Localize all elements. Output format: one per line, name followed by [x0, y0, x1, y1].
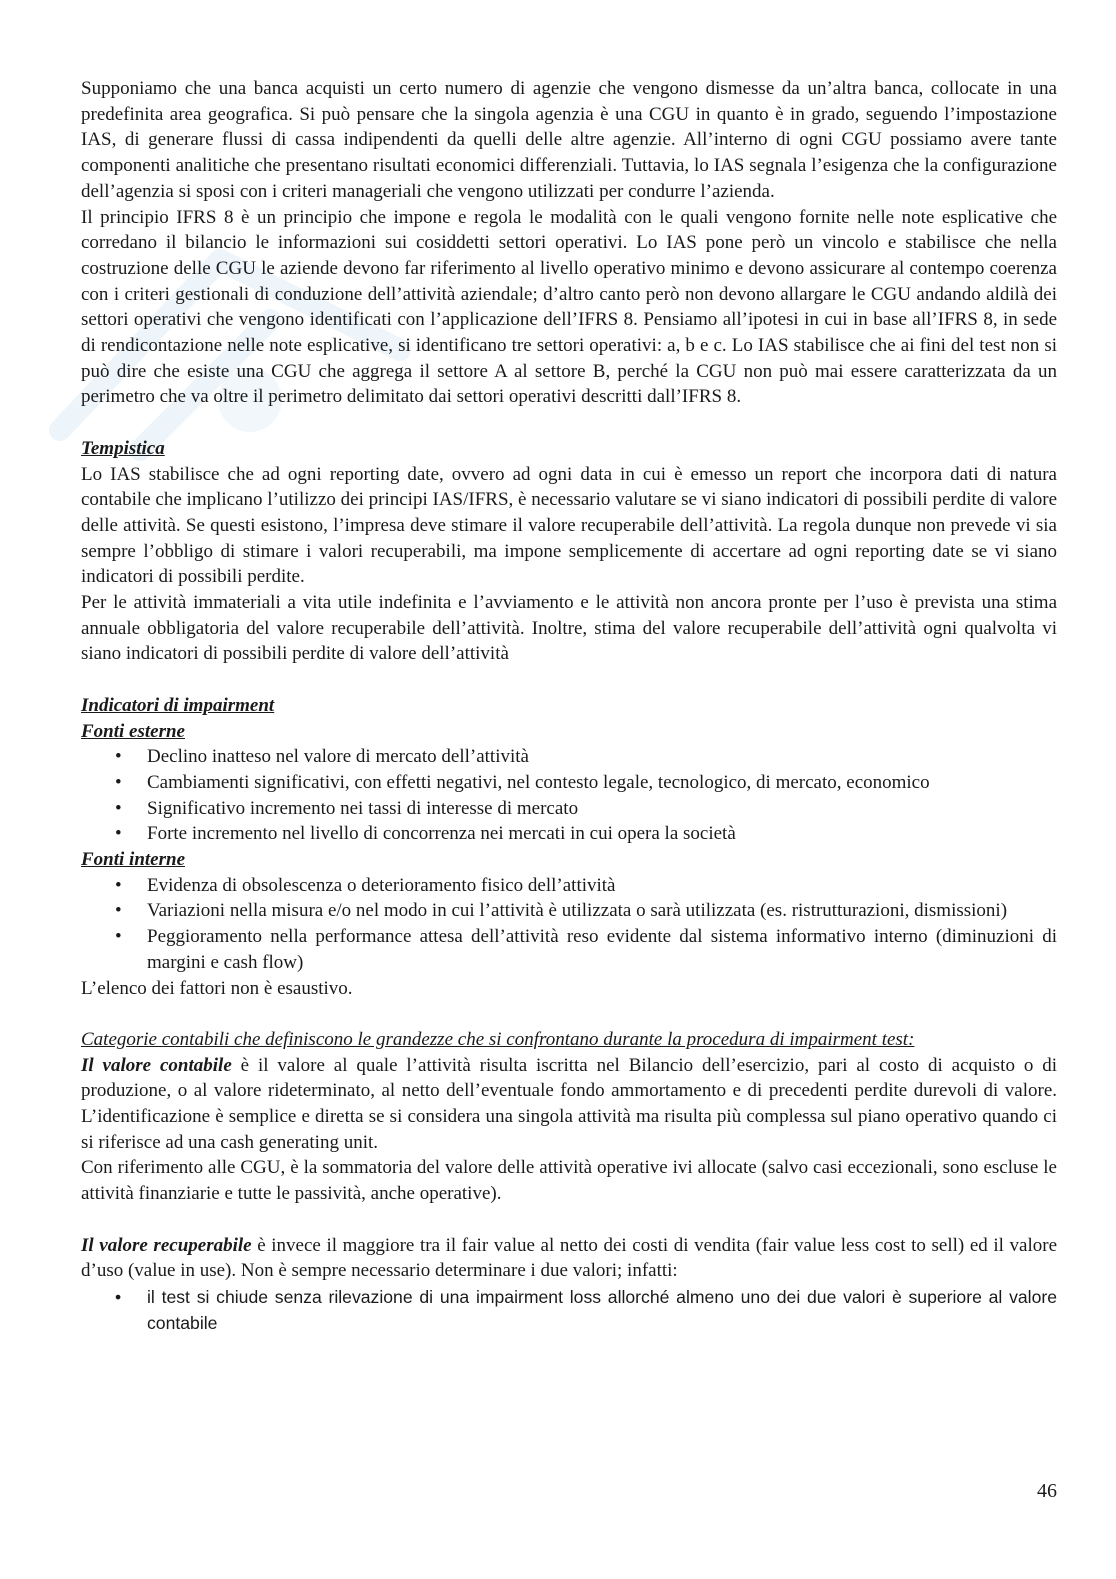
document-page: [81, 76, 1057, 1336]
term-valore-contabile: Il valore contabile: [81, 1054, 232, 1076]
paragraph-valore-recuperabile: Il valore recuperabile è invece il maggiore tra il fair value al netto dei costi di vendita (fair value less cost to sell) ed il valore d’uso (value in use). Non è sempre necessario determinare i due valori; infatti:: [81, 1234, 1058, 1282]
list-item: • il test si chiude senza rilevazione di una impairment loss allorché almeno uno dei due valori è superiore al valore contabile: [147, 1284, 1057, 1336]
bullet-icon: •: [115, 797, 122, 819]
bullet-icon: •: [115, 746, 122, 768]
bullet-icon: •: [115, 823, 122, 845]
paragraph-intro-1: Supponiamo che una banca acquisti un certo numero di agenzie che vengono dismesse da un’altra banca, collocate in una predefinita area geografica. Si può pensare che la singola agenzia è una CGU in quanto è in grado, seguendo l’impostazione IAS, di generare flussi di cassa indipendenti da quelli delle altre agenzie. All’interno di ogni CGU possiamo avere tante componenti analitiche che presentano risultati economici differenziali. Tuttavia, lo IAS segnala l’esigenza che la configurazione dell’agenzia si sposi con i criteri manageriali che vengono utilizzati per condurre l’azienda.: [81, 78, 1057, 202]
paragraph-tempistica-2: Per le attività immateriali a vita utile indefinita e l’avviamento e le attività non ancora pronte per l’uso è prevista una stima annuale obbligatoria del valore recuperabile dell’attività. Inoltre, stima del valore recuperabile dell’attività ogni qualvolta vi siano indicatori di possibili perdite di valore dell’attività: [81, 592, 1057, 665]
bullet-icon: •: [115, 900, 122, 922]
term-valore-recuperabile: Il valore recuperabile: [81, 1234, 252, 1256]
section-heading-indicatori: Indicatori di impairment: [81, 694, 275, 716]
paragraph-tempistica-1: Lo IAS stabilisce che ad ogni reporting date, ovvero ad ogni data in cui è emesso un report che incorpora dati di natura contabile che implicano l’utilizzo dei principi IAS/IFRS, è necessario valutare se vi siano indicatori di possibili perdite di valore delle attività. Se questi esistono, l’impresa deve stimare il valore recuperabile dell’attività. La regola dunque non prevede vi sia sempre l’obbligo di stimare i valori recuperabili, ma impone semplicemente di accertare ad ogni reporting date se vi siano indicatori di possibili perdite.: [81, 463, 1057, 588]
list-item: • Significativo incremento nei tassi di interesse di mercato: [147, 796, 1057, 822]
list-fonti-interne: [81, 873, 1057, 976]
list-item: • Variazioni nella misura e/o nel modo in cui l’attività è utilizzata o sarà utilizzata (es. ristrutturazioni, dismissioni): [147, 898, 1057, 924]
bullet-icon: •: [115, 926, 122, 948]
paragraph-elenco-note: L’elenco dei fattori non è esaustivo.: [81, 977, 353, 999]
subheading-fonti-interne: Fonti interne: [81, 849, 185, 871]
bullet-icon: •: [115, 1286, 122, 1307]
list-item: • Peggioramento nella performance attesa dell’attività reso evidente dal sistema informativo interno (diminuzioni di margini e cash flow): [115, 926, 1057, 973]
section-heading-tempistica: Tempistica: [81, 437, 165, 459]
list-valore-recuperabile: [81, 1284, 1057, 1336]
list-item: • Declino inatteso nel valore di mercato dell’attività: [147, 744, 1057, 770]
subheading-fonti-esterne: Fonti esterne: [81, 720, 185, 742]
paragraph-intro-2: Il principio IFRS 8 è un principio che impone e regola le modalità con le quali vengono fornite nelle note esplicative che corredano il bilancio le informazioni sui cosiddetti settori operativi. Lo IAS pone però un vincolo e stabilisce che nella costruzione delle CGU le aziende devono far riferimento al livello operativo minimo e devono assicurare al contempo coerenza con i criteri gestionali di conduzione dell’attività aziendale; d’altro canto però non devono allargare le CGU andando aldilà dei settori operativi che vengono identificati con l’applicazione dell’IFRS 8. Pensiamo all’ipotesi in cui in base all’IFRS 8, in sede di rendicontazione nelle note esplicative, si identificano tre settori operativi: a, b e c. Lo IAS stabilisce che ai fini del test non si può dire che esiste una CGU che aggrega il settore A al settore B, perché la CGU non può mai essere caratterizzata da un perimetro che va oltre il perimetro delimitato dai settori operativi descritti dall’IFRS 8.: [81, 206, 1057, 408]
bullet-icon: •: [115, 771, 122, 793]
paragraph-valore-contabile: Il valore contabile è il valore al quale l’attività risulta iscritta nel Bilancio dell’esercizio, pari al costo di acquisto o di produzione, o al valore rideterminato, al netto dell’eventuale fondo ammortamento e di precedenti perdite durevoli di valore. L’identificazione è semplice e diretta se si considera una singola attività ma risulta più complessa sul piano operativo quando ci si riferisce ad una cash generating unit.: [81, 1054, 1058, 1153]
page-number: 46: [1037, 1480, 1057, 1502]
list-item: • Forte incremento nel livello di concorrenza nei mercati in cui opera la società: [147, 821, 1057, 847]
paragraph-cgu: Con riferimento alle CGU, è la sommatoria del valore delle attività operative ivi allocate (salvo casi eccezionali, sono escluse le attività finanziarie e tutte le passività, anche operative).: [81, 1157, 1057, 1205]
section-heading-categorie: Categorie contabili che definiscono le grandezze che si confrontano durante la procedura di impairment test:: [81, 1028, 915, 1050]
list-item: • Evidenza di obsolescenza o deterioramento fisico dell’attività: [147, 873, 1057, 899]
bullet-icon: •: [115, 874, 122, 896]
list-item: • Cambiamenti significativi, con effetti negativi, nel contesto legale, tecnologico, di mercato, economico: [147, 770, 1057, 796]
list-fonti-esterne: [81, 744, 1057, 847]
